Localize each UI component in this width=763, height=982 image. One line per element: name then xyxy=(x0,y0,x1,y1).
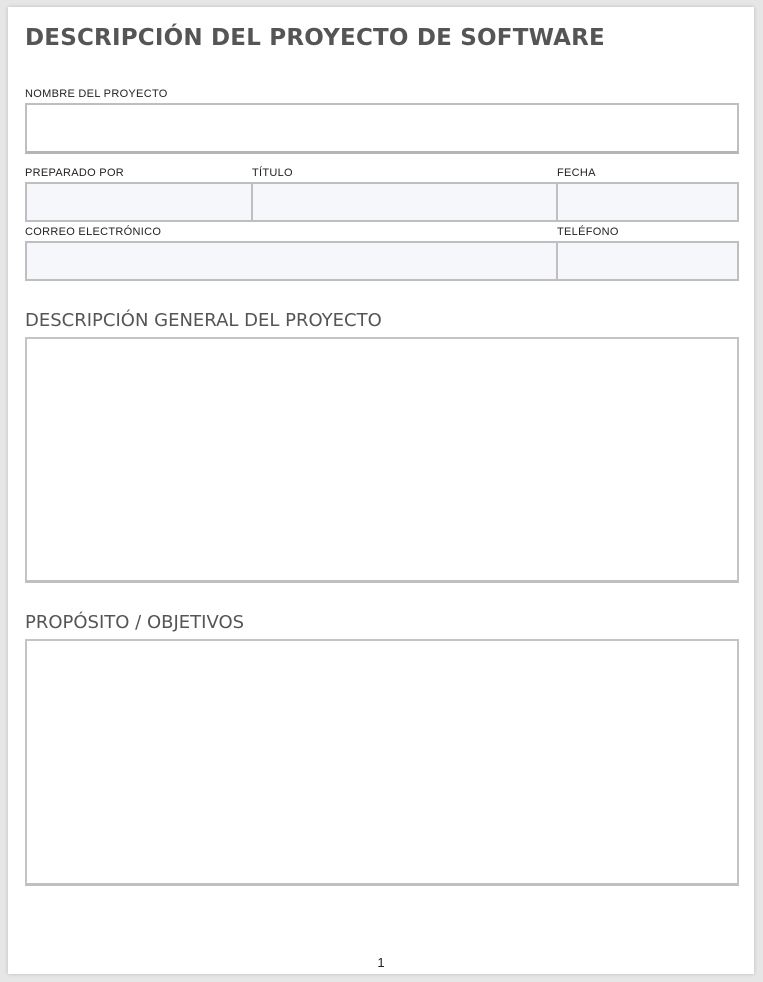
project-name-label: NOMBRE DEL PROYECTO xyxy=(25,88,168,100)
email-field[interactable] xyxy=(25,241,558,281)
job-title-label: TÍTULO xyxy=(252,167,293,179)
job-title-field[interactable] xyxy=(251,182,558,222)
phone-field[interactable] xyxy=(556,241,739,281)
page-number: 1 xyxy=(377,955,385,970)
project-name-field[interactable] xyxy=(25,103,739,154)
prepared-by-field[interactable] xyxy=(25,182,253,222)
overview-section-title: DESCRIPCIÓN GENERAL DEL PROYECTO xyxy=(25,310,382,331)
document-title: DESCRIPCIÓN DEL PROYECTO DE SOFTWARE xyxy=(25,25,605,51)
prepared-by-label: PREPARADO POR xyxy=(25,167,125,179)
purpose-section-title: PROPÓSITO / OBJETIVOS xyxy=(25,612,245,633)
phone-label: TELÉFONO xyxy=(557,226,619,238)
date-field[interactable] xyxy=(556,182,739,222)
document-page xyxy=(8,7,754,974)
overview-text-area[interactable] xyxy=(25,337,739,583)
purpose-text-area[interactable] xyxy=(25,639,739,886)
email-label: CORREO ELECTRÓNICO xyxy=(25,226,162,238)
date-label: FECHA xyxy=(557,167,596,179)
